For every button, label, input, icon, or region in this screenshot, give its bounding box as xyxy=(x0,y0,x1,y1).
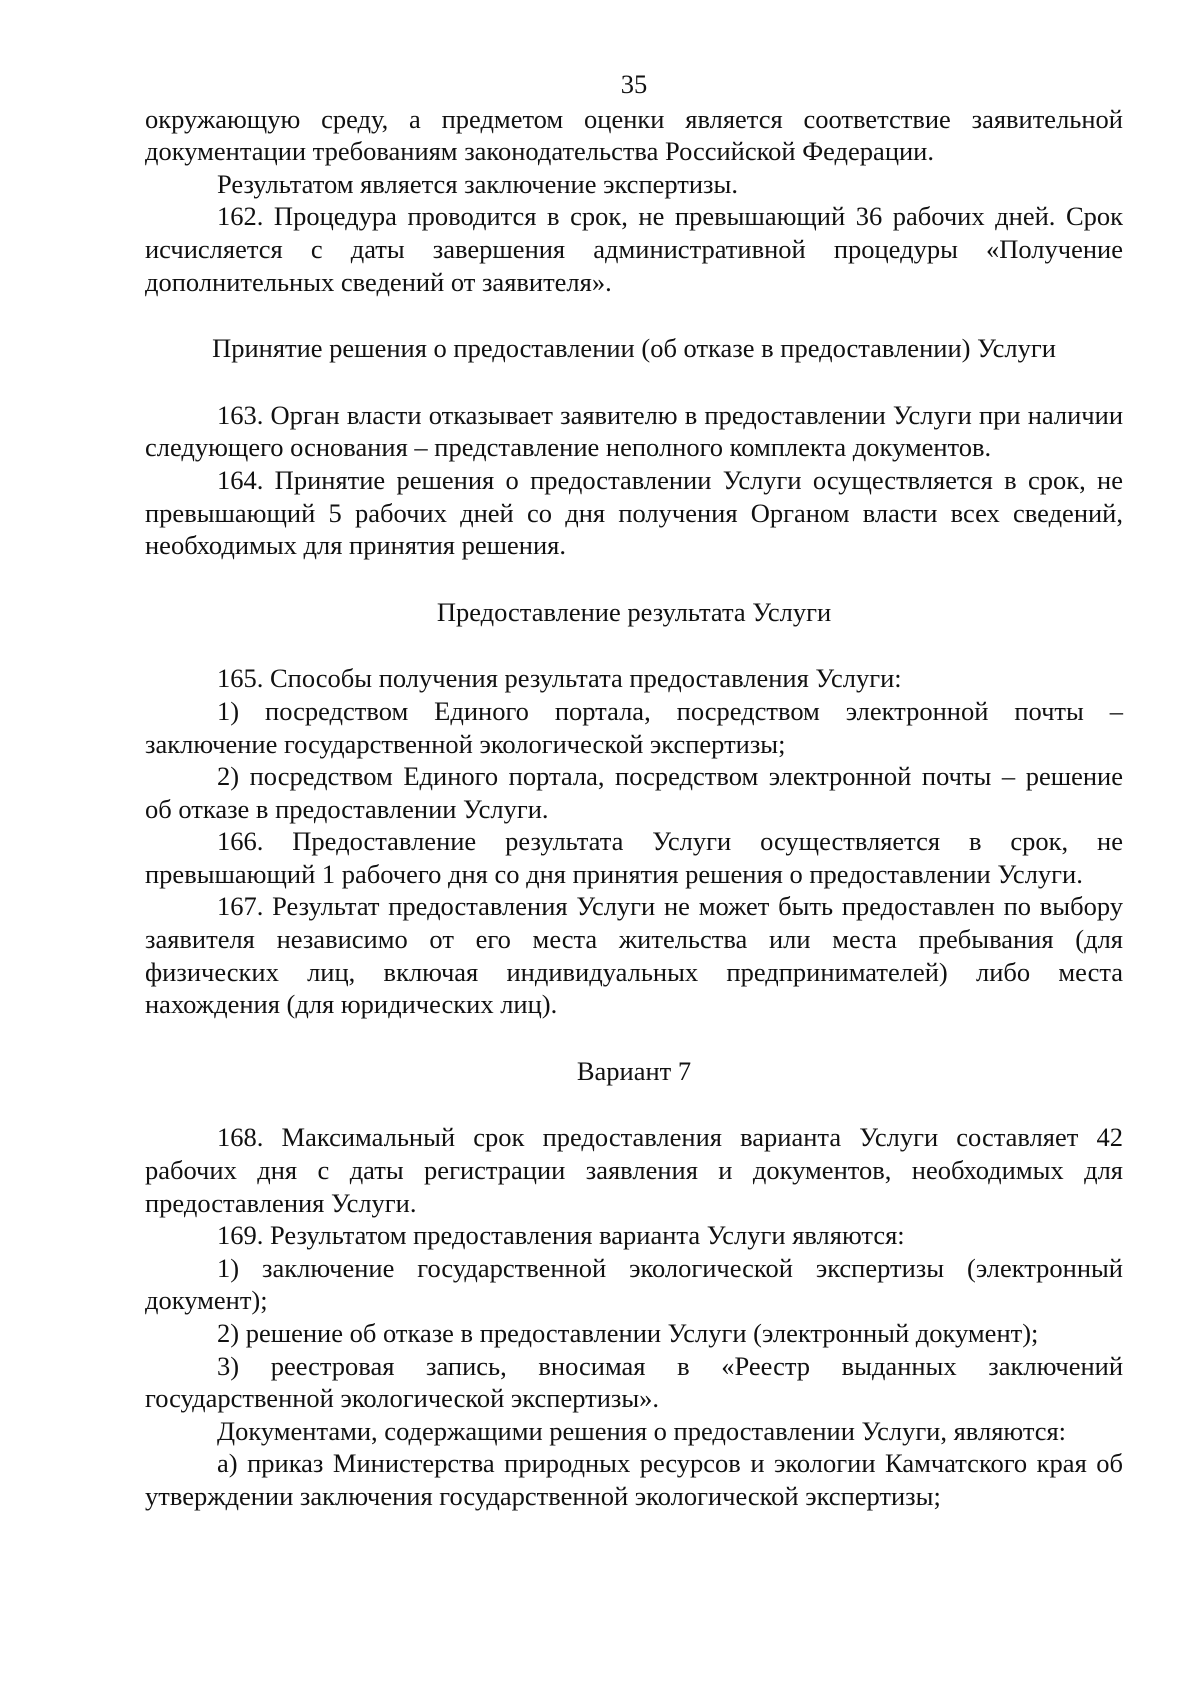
paragraph: Результатом является заключение экспертизы. xyxy=(217,168,738,199)
paragraph-163: 163. Орган власти отказывает заявителю в предоставлении Услуги при наличии следующего основания – представление неполного комплекта документов. xyxy=(145,399,1123,463)
paragraph: окружающую среду, а предметом оценки является соответствие заявительной документации требованиям законодательства Российской Федерации. xyxy=(145,103,1123,167)
paragraph: Документами, содержащими решения о предоставлении Услуги, являются: xyxy=(217,1415,1067,1446)
paragraph-169: 169. Результатом предоставления варианта Услуги являются: xyxy=(217,1220,905,1251)
section-heading-decision: Принятие решения о предоставлении (об отказе в предоставлении) Услуги xyxy=(212,333,1056,364)
paragraph-164: 164. Принятие решения о предоставлении Услуги осуществляется в срок, не превышающий 5 рабочих дней со дня получения Органом власти всех сведений, необходимых для принятия решения. xyxy=(145,464,1123,561)
list-item: 3) реестровая запись, вносимая в «Реестр выданных заключений государственной экологической экспертизы». xyxy=(145,1350,1123,1414)
list-item: а) приказ Министерства природных ресурсов и экологии Камчатского края об утверждении заключения государственной экологической экспертизы; xyxy=(145,1448,1123,1511)
paragraph-166: 166. Предоставление результата Услуги осуществляется в срок, не превышающий 1 рабочего дня со дня принятия решения о предоставлении Услуги. xyxy=(145,826,1123,889)
section-heading-variant-7: Вариант 7 xyxy=(576,1055,692,1086)
list-item: 2) решение об отказе в предоставлении Услуги (электронный документ); xyxy=(217,1318,1039,1348)
paragraph-162: 162. Процедура проводится в срок, не превышающий 36 рабочих дней. Срок исчисляется с даты завершения административной процедуры «Получение дополнительных сведений от заявителя». xyxy=(145,201,1123,297)
paragraph-165: 165. Способы получения результата предоставления Услуги: xyxy=(217,663,902,694)
list-item: 1) заключение государственной экологической экспертизы (электронный документ); xyxy=(145,1252,1123,1316)
paragraph-168: 168. Максимальный срок предоставления варианта Услуги составляет 42 рабочих дня с даты регистрации заявления и документов, необходимых для предоставления Услуги. xyxy=(145,1122,1123,1218)
document-page xyxy=(145,68,1123,1513)
list-item: 1) посредством Единого портала, посредством электронной почты – заключение государственной экологической экспертизы; xyxy=(145,695,1123,759)
section-heading-result: Предоставление результата Услуги xyxy=(436,596,832,627)
page-number: 35 xyxy=(620,69,648,99)
paragraph-167: 167. Результат предоставления Услуги не может быть предоставлен по выбору заявителя независимо от его места жительства или места пребывания (для физических лиц, включая индивидуальных предпринимателей) либо места нахождения (для юридических лиц). xyxy=(145,891,1123,1020)
list-item: 2) посредством Единого портала, посредством электронной почты – решение об отказе в предоставлении Услуги. xyxy=(145,761,1123,824)
